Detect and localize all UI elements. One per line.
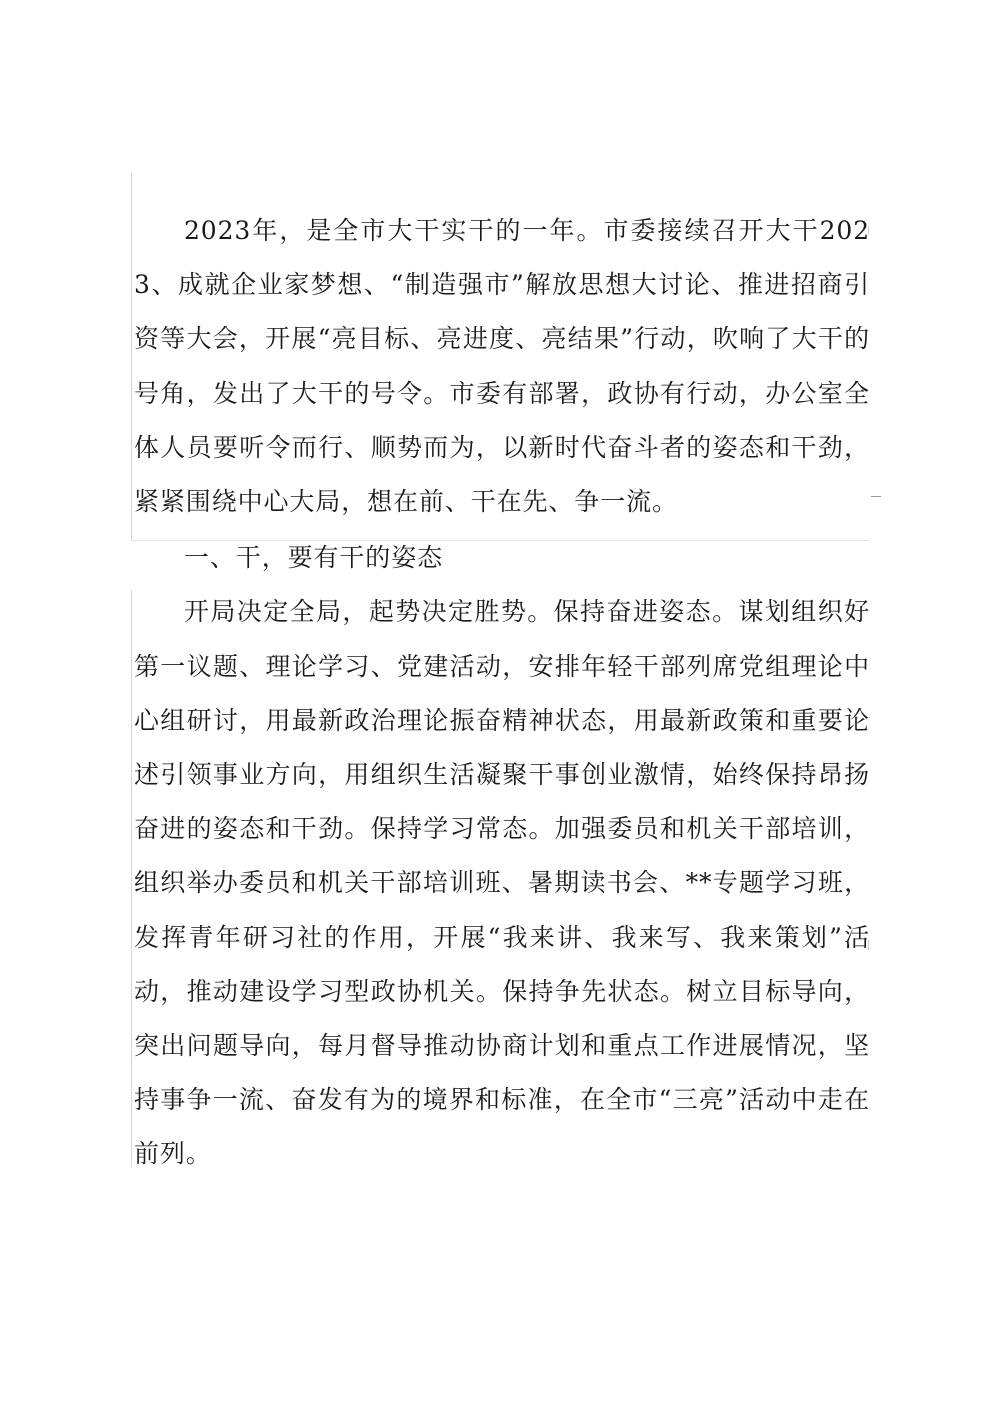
margin-guide-tick xyxy=(871,496,881,497)
document-body xyxy=(134,204,870,1182)
intro-paragraph: 2023年，是全市大干实干的一年。市委接续召开大干2023、成就企业家梦想、“制造强市”解放思想大讨论、推进招商引资等大会，开展“亮目标、亮进度、亮结果”行动，吹响了大干的号角，发出了大干的号令。市委有部署，政协有行动，办公室全体人员要听令而行、顺势而为，以新时代奋斗者的姿态和干劲，紧紧围绕中心大局，想在前、干在先、争一流。 xyxy=(134,216,870,517)
margin-guide-left xyxy=(131,173,132,540)
section-paragraph: 开局决定全局，起势决定胜势。保持奋进姿态。谋划组织好第一议题、理论学习、党建活动，安排年轻干部列席党组理论中心组研讨，用最新政治理论振奋精神状态，用最新政策和重要论述引领事业方向，用组织生活凝聚干事创业激情，始终保持昂扬奋进的姿态和干劲。保持学习常态。加强委员和机关干部培训，组织举办委员和机关干部培训班、暑期读书会、**专题学习班，发挥青年研习社的作用，开展“我来讲、我来写、我来策划”活动，推动建设学习型政协机关。保持争先状态。树立目标导向，突出问题导向，每月督导推动协商计划和重点工作进展情况，坚持事争一流、奋发有为的境界和标准，在全市“三亮”活动中走在前列。 xyxy=(134,597,870,1169)
section-heading: 一、干，要有干的姿态 xyxy=(184,543,444,573)
margin-guide-left-lower xyxy=(131,590,132,1167)
